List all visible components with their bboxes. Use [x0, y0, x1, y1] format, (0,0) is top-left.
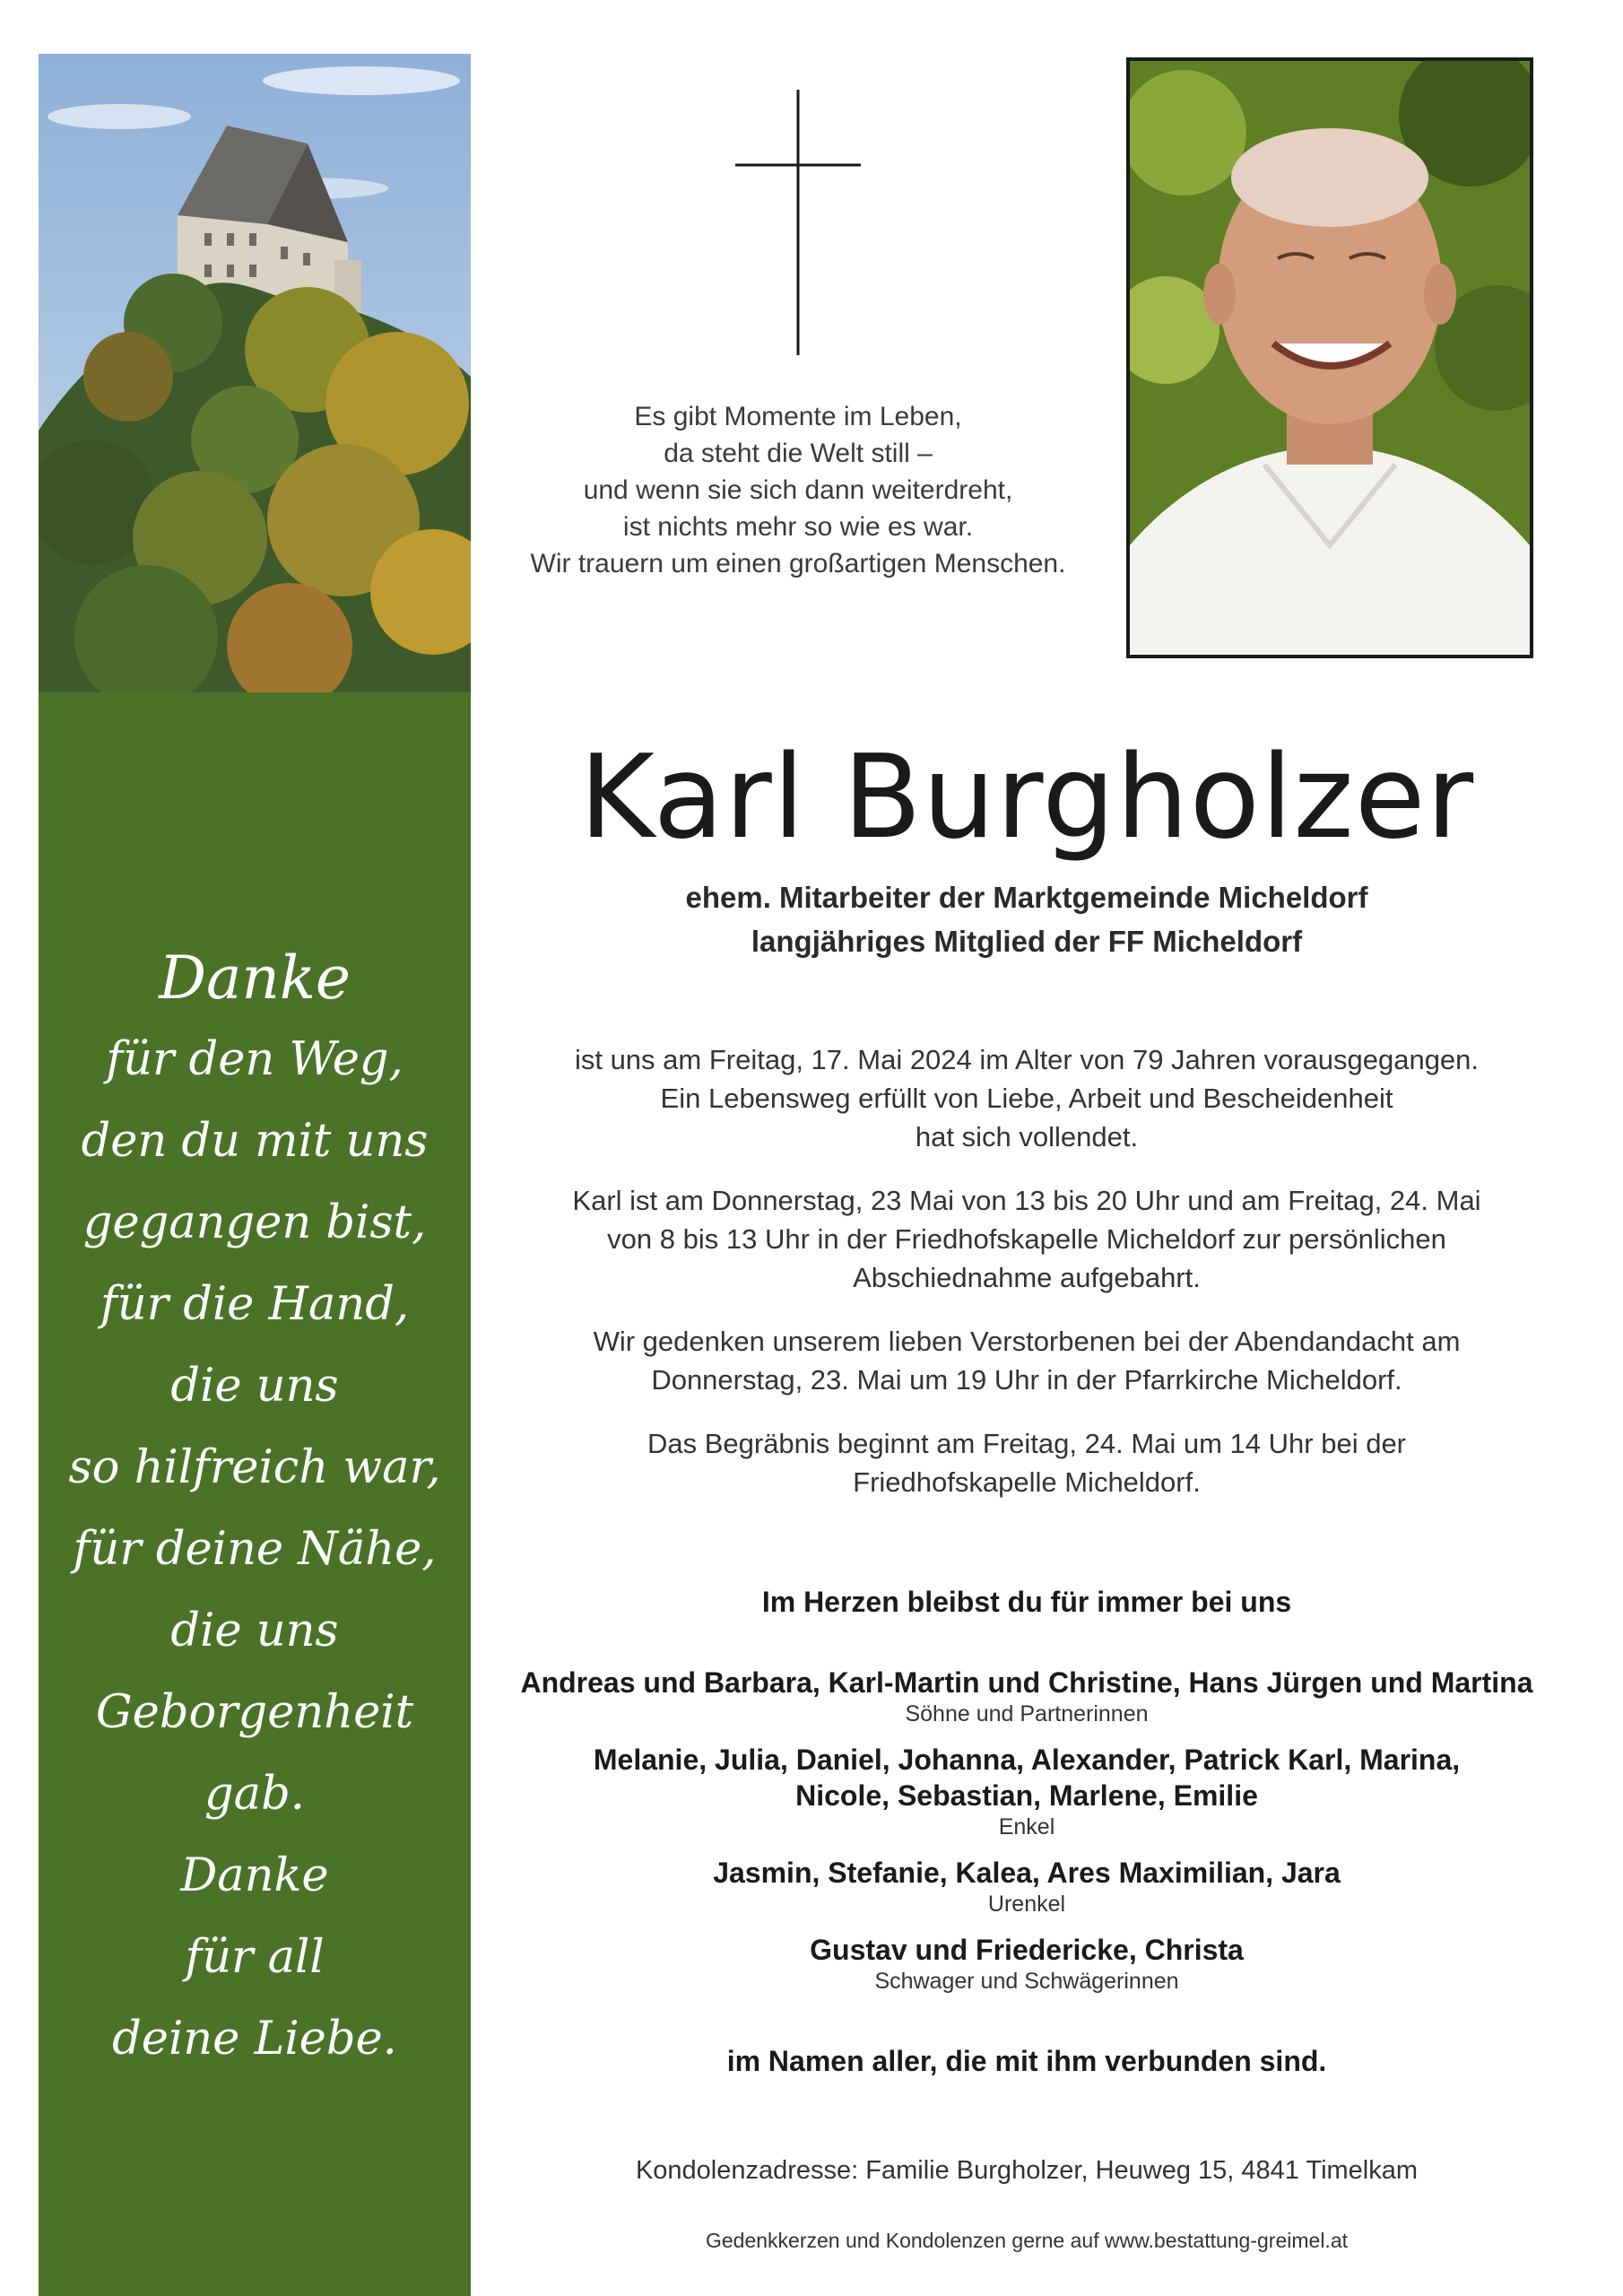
- text-line: Friedhofskapelle Micheldorf.: [853, 1466, 1201, 1498]
- text-line: hat sich vollendet.: [915, 1121, 1139, 1152]
- poem-line: gegangen bist,: [82, 1196, 427, 1249]
- family-names: Andreas und Barbara, Karl-Martin und Christine, Hans Jürgen und Martina: [520, 1666, 1533, 1699]
- text-line: ist uns am Freitag, 17. Mai 2024 im Alter von 79 Jahren vorausgegangen.: [574, 1044, 1480, 1075]
- announcement-paragraph: [520, 1040, 1533, 1156]
- sidebar-panel: [39, 54, 471, 2296]
- poem-line: für den Weg,: [106, 1033, 404, 1086]
- motto-line: ist nichts mehr so wie es war.: [622, 512, 974, 542]
- role-line: ehem. Mitarbeiter der Marktgemeinde Micheldorf: [685, 881, 1368, 914]
- poem-line: deine Liebe.: [112, 2013, 397, 2066]
- family-list: [502, 1665, 1551, 2009]
- family-names: Gustav und Friedericke, Christa: [810, 1934, 1244, 1966]
- motto-line: Wir trauern um einen großartigen Menschen.: [530, 549, 1066, 578]
- poem-line: für deine Nähe,: [73, 1523, 437, 1576]
- cross-icon: [735, 90, 861, 359]
- motto: [466, 398, 1130, 582]
- portrait-photo: [1126, 57, 1533, 658]
- family-relation: Söhne und Partnerinnen: [905, 1701, 1149, 1726]
- family-names: Jasmin, Stefanie, Kalea, Ares Maximilian, Jara: [713, 1857, 1341, 1889]
- poem-line: die uns: [170, 1605, 339, 1657]
- text-line: von 8 bis 13 Uhr in der Friedhofskapelle Micheldorf zur persönlichen: [607, 1223, 1446, 1255]
- family-names: Nicole, Sebastian, Marlene, Emilie: [795, 1779, 1258, 1812]
- poem-line: so hilfreich war,: [68, 1441, 441, 1494]
- family-relation: Urenkel: [987, 1892, 1066, 1917]
- family-names: Melanie, Julia, Daniel, Johanna, Alexander, Patrick Karl, Marina,: [593, 1744, 1461, 1776]
- deceased-name: Karl Burgholzer: [578, 731, 1475, 865]
- text-line: Das Begräbnis beginnt am Freitag, 24. Mai um 14 Uhr bei der: [647, 1428, 1407, 1459]
- poem: [39, 937, 471, 2080]
- family-group: [502, 1665, 1551, 1727]
- announcement-text: [520, 1040, 1533, 1526]
- poem-line: Geborgenheit gab.: [95, 1686, 414, 1821]
- family-group: [502, 1932, 1551, 1995]
- poem-line: für all: [185, 1931, 325, 1984]
- text-line: Abschiednahme aufgebahrt.: [853, 1262, 1201, 1293]
- family-group: [502, 1742, 1551, 1840]
- text-line: Ein Lebensweg erfüllt von Liebe, Arbeit und Bescheidenheit: [660, 1083, 1393, 1114]
- family-group: [502, 1855, 1551, 1918]
- announcement-paragraph: [520, 1181, 1533, 1297]
- poem-line: Danke: [180, 1849, 329, 1902]
- family-relation: Schwager und Schwägerinnen: [874, 1969, 1179, 1994]
- closing-line: im Namen aller, die mit ihm verbunden sind.: [726, 2045, 1327, 2077]
- poem-line: Danke: [159, 944, 351, 1013]
- text-line: Karl ist am Donnerstag, 23 Mai von 13 bis 20 Uhr und am Freitag, 24. Mai: [572, 1185, 1481, 1216]
- castle-photo: [39, 54, 471, 692]
- poem-line: für die Hand,: [100, 1278, 410, 1331]
- heart-line: Im Herzen bleibst du für immer bei uns: [761, 1586, 1292, 1618]
- motto-line: da steht die Welt still –: [664, 439, 933, 468]
- announcement-paragraph: [520, 1424, 1533, 1501]
- motto-line: Es gibt Momente im Leben,: [634, 402, 962, 431]
- text-line: Wir gedenken unserem lieben Verstorbenen bei der Abendandacht am: [593, 1326, 1461, 1357]
- condolence-address: Kondolenzadresse: Familie Burgholzer, Heuweg 15, 4841 Timelkam: [635, 2156, 1419, 2185]
- poem-line: die uns: [170, 1360, 339, 1413]
- role-line: langjähriges Mitglied der FF Micheldorf: [751, 925, 1303, 958]
- poem-line: den du mit uns: [81, 1115, 429, 1168]
- text-line: Donnerstag, 23. Mai um 19 Uhr in der Pfarrkirche Micheldorf.: [651, 1364, 1402, 1396]
- footer-note: Gedenkkerzen und Kondolenzen gerne auf www.bestattung-greimel.at: [705, 2229, 1348, 2252]
- family-relation: Enkel: [998, 1814, 1055, 1839]
- roles: [502, 875, 1551, 963]
- announcement-paragraph: [520, 1322, 1533, 1399]
- motto-line: und wenn sie sich dann weiterdreht,: [583, 475, 1013, 505]
